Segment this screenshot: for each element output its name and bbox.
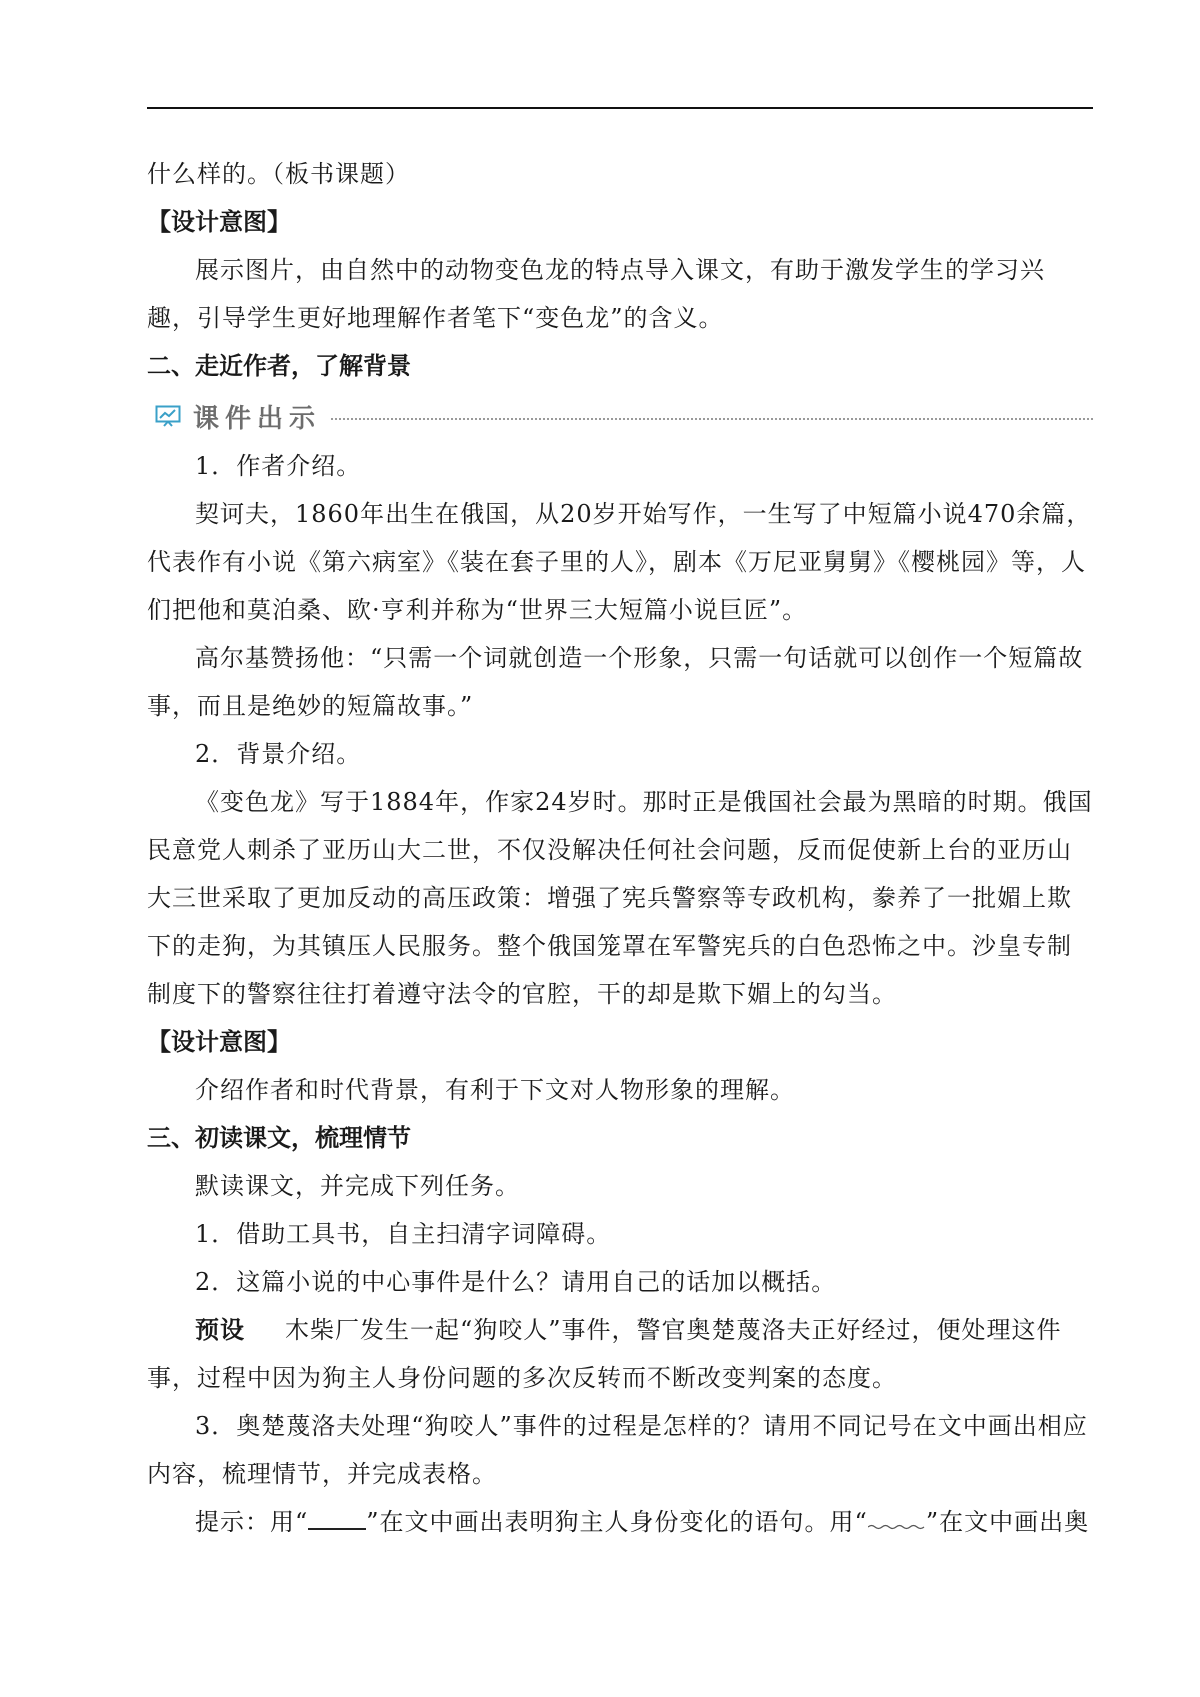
courseware-banner	[147, 390, 1093, 442]
item-2-label: 2．背景介绍。	[195, 740, 362, 768]
wavy-underline-blank	[868, 1512, 926, 1530]
hint-part-2: ”在文中画出表明狗主人身份变化的语句。用“	[366, 1508, 868, 1536]
gorky-quote: 高尔基赞扬他：“只需一个词就创造一个形象，只需一句话就可以创作一个短篇故事，而且是绝妙的短篇故事。”	[147, 644, 1084, 720]
section-2-title: 二、走近作者，了解背景	[147, 352, 411, 380]
hint-part-3: ”在文中画出奥	[925, 1508, 1090, 1536]
task-2: 2．这篇小说的中心事件是什么？请用自己的话加以概括。	[195, 1268, 837, 1296]
straight-underline-blank	[308, 1510, 366, 1530]
design-intent-text-2: 介绍作者和时代背景，有利于下文对人物形象的理解。	[195, 1076, 795, 1104]
dotted-divider	[331, 418, 1093, 420]
design-intent-label-2: 【设计意图】	[147, 1028, 291, 1056]
preset-label: 预设	[195, 1316, 245, 1344]
design-intent-label-1: 【设计意图】	[147, 208, 291, 236]
task-3: 3．奥楚蔑洛夫处理“狗咬人”事件的过程是怎样的？请用不同记号在文中画出相应内容，梳理情节，并完成表格。	[147, 1412, 1088, 1488]
header-rule	[147, 107, 1093, 109]
background-text: 《变色龙》写于1884年，作家24岁时。那时正是俄国社会最为黑暗的时期。俄国民意党人刺杀了亚历山大二世，不仅没解决任何社会问题，反而促使新上台的亚历山大三世采取了更加反动的高压政策：增强了宪兵警察等专政机构，豢养了一批媚上欺下的走狗，为其镇压人民服务。整个俄国笼罩在军警宪兵的白色恐怖之中。沙皇专制制度下的警察往往打着遵守法令的官腔，干的却是欺下媚上的勾当。	[147, 788, 1093, 1008]
document-body	[147, 150, 1093, 1546]
author-intro-text: 契诃夫，1860年出生在俄国，从20岁开始写作，一生写了中短篇小说470余篇，代表作有小说《第六病室》《装在套子里的人》，剧本《万尼亚舅舅》《樱桃园》等，人们把他和莫泊桑、欧·亨利并称为“世界三大短篇小说巨匠”。	[147, 500, 1092, 624]
intro-tail: 什么样的。（板书课题）	[147, 160, 410, 188]
hint-paragraph	[147, 1498, 1093, 1546]
courseware-label: 课件出示	[193, 403, 322, 434]
task-intro: 默读课文，并完成下列任务。	[195, 1172, 520, 1200]
item-1-label: 1．作者介绍。	[195, 452, 362, 480]
section-3-title: 三、初读课文，梳理情节	[147, 1124, 411, 1152]
preset-paragraph	[147, 1306, 1093, 1402]
design-intent-text-1: 展示图片，由自然中的动物变色龙的特点导入课文，有助于激发学生的学习兴趣，引导学生更好地理解作者笔下“变色龙”的含义。	[147, 256, 1045, 332]
preset-text: 木柴厂发生一起“狗咬人”事件，警官奥楚蔑洛夫正好经过，便处理这件事，过程中因为狗主人身份问题的多次反转而不断改变判案的态度。	[147, 1316, 1062, 1392]
task-1: 1．借助工具书，自主扫清字词障碍。	[195, 1220, 612, 1248]
presentation-chart-icon	[155, 405, 181, 427]
hint-part-1: 提示：用“	[195, 1508, 309, 1536]
